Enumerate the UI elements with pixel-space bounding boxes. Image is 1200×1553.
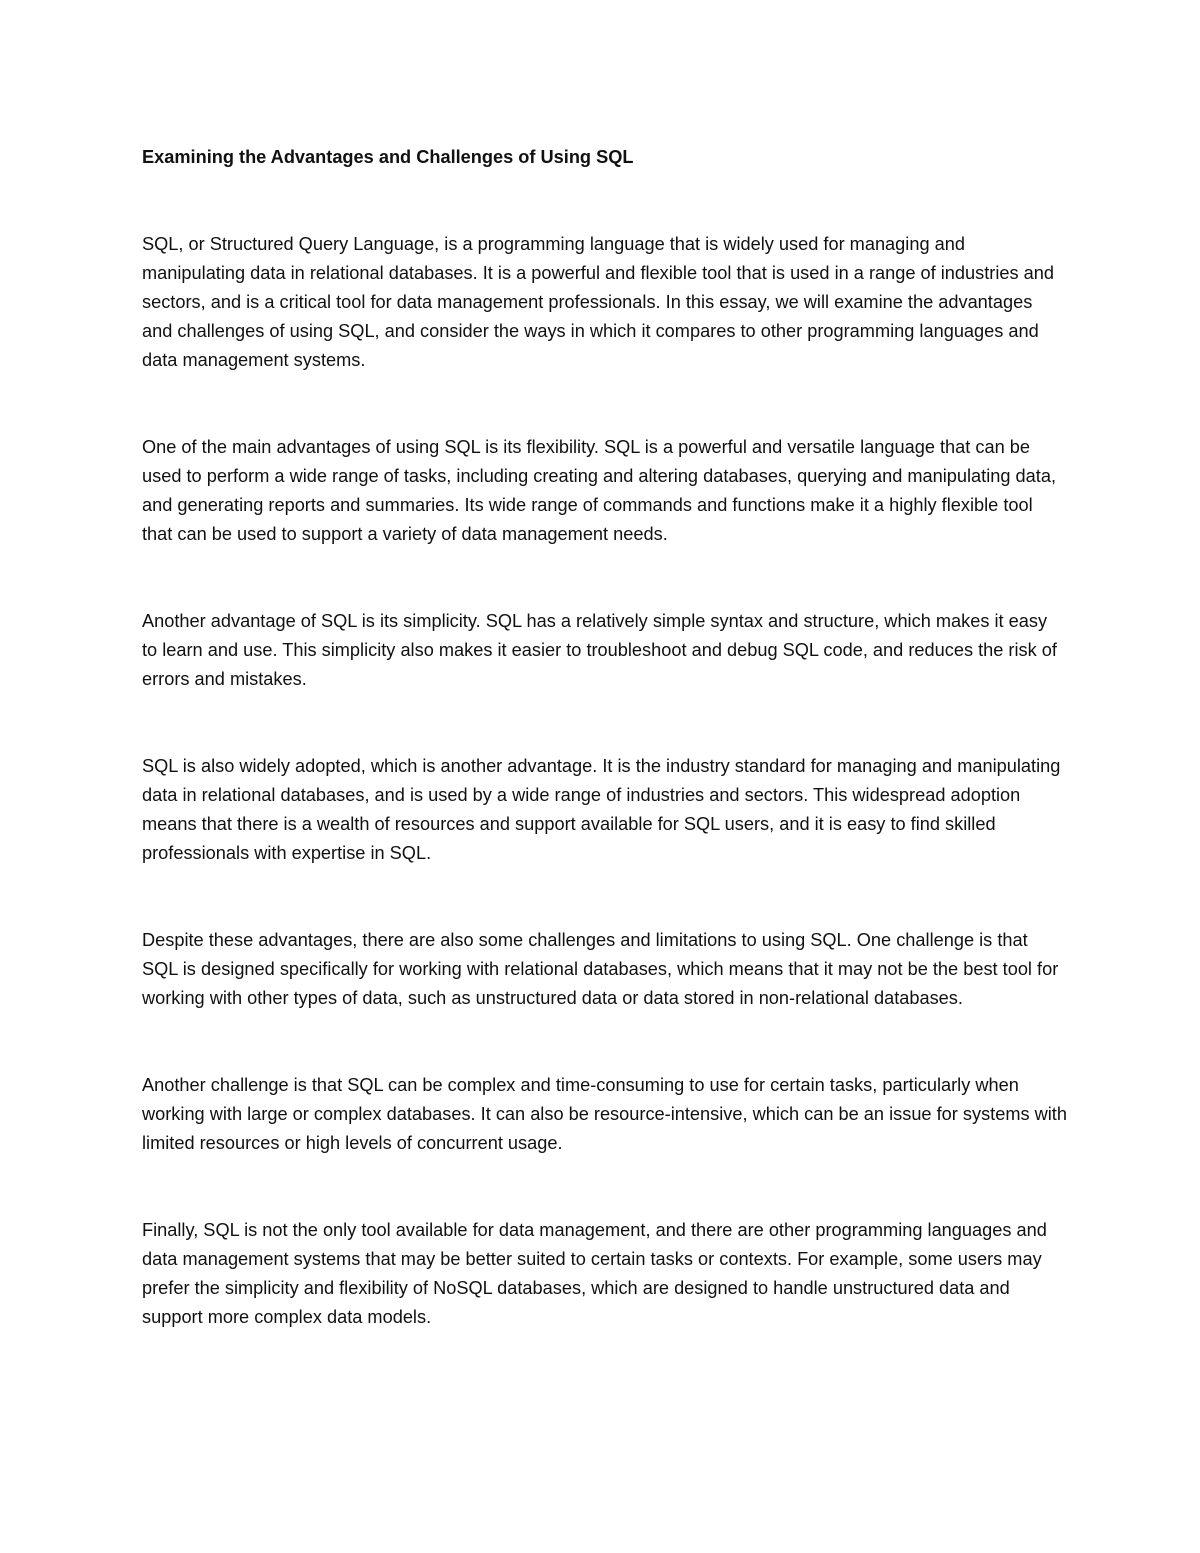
paragraph-simplicity: Another advantage of SQL is its simplicity. SQL has a relatively simple syntax and structure, which makes it easy to learn and use. This simplicity also makes it easier to troubleshoot and debug SQL code, and reduces the risk of errors and mistakes. [142,611,1057,689]
paragraph-alternatives: Finally, SQL is not the only tool available for data management, and there are other programming languages and data management systems that may be better suited to certain tasks or contexts. For example, some users may prefer the simplicity and flexibility of NoSQL databases, which are designed to handle unstructured data and support more complex data models. [142,1220,1047,1327]
paragraph-introduction: SQL, or Structured Query Language, is a programming language that is widely used for managing and manipulating data in relational databases. It is a powerful and flexible tool that is used in a range of industries and sectors, and is a critical tool for data management professionals. In this essay, we will examine the advantages and challenges of using SQL, and consider the ways in which it compares to other programming languages and data management systems. [142,234,1054,370]
paragraph-adoption: SQL is also widely adopted, which is another advantage. It is the industry standard for managing and manipulating data in relational databases, and is used by a wide range of industries and sectors. This widespread adoption means that there is a wealth of resources and support available for SQL users, and it is easy to find skilled professionals with expertise in SQL. [142,756,1061,863]
paragraph-flexibility: One of the main advantages of using SQL is its flexibility. SQL is a powerful and versatile language that can be used to perform a wide range of tasks, including creating and altering databases, querying and manipulating data, and generating reports and summaries. Its wide range of commands and functions make it a highly flexible tool that can be used to support a variety of data management needs. [142,437,1056,544]
document-title: Examining the Advantages and Challenges of Using SQL [142,147,634,167]
document-body [142,143,1067,1332]
paragraph-relational-limitation: Despite these advantages, there are also some challenges and limitations to using SQL. One challenge is that SQL is designed specifically for working with relational databases, which means that it may not be the best tool for working with other types of data, such as unstructured data or data stored in non-relational databases. [142,930,1059,1008]
paragraph-complexity-challenge: Another challenge is that SQL can be complex and time-consuming to use for certain tasks, particularly when working with large or complex databases. It can also be resource-intensive, which can be an issue for systems with limited resources or high levels of concurrent usage. [142,1075,1067,1153]
